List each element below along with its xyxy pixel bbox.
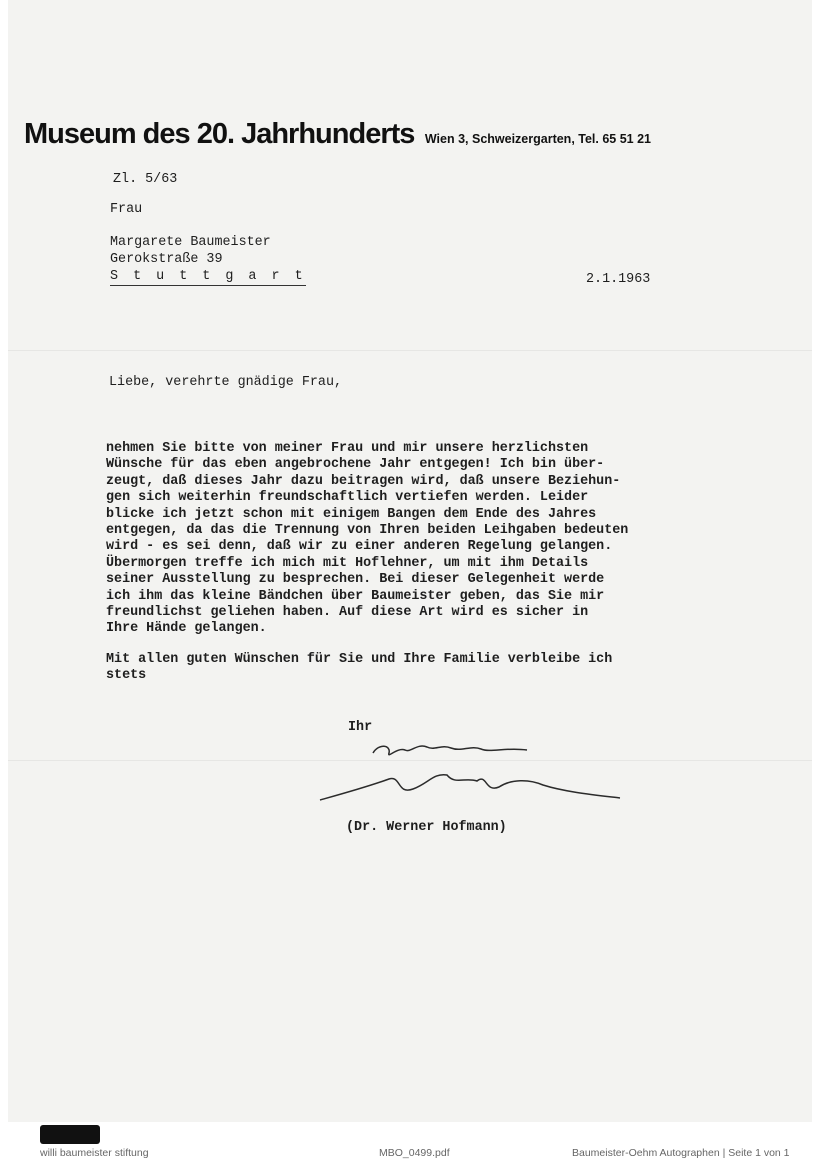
greeting: Liebe, verehrte gnädige Frau, [109,375,343,390]
footer-center: MBO_0499.pdf [379,1147,450,1159]
footer-right: Baumeister-Oehm Autographen | Seite 1 von 1 [572,1147,790,1159]
salutation-title: Frau [110,202,143,217]
body-line: Übermorgen treffe ich mich mit Hoflehner, um mit ihm Details [106,555,589,571]
closing-line: stets [106,668,147,684]
letterhead [24,118,651,151]
body-line: Wünsche für das eben angebrochene Jahr entgegen! Ich bin über- [106,457,605,473]
letter-body [106,441,746,685]
body-line: Ihre Hände gelangen. [106,621,267,637]
recipient-city: S t u t t g a r t [110,269,307,284]
recipient-name: Margarete Baumeister [110,235,271,250]
letter-date: 2.1.1963 [586,272,651,287]
body-line: ich ihm das kleine Bändchen über Baumeister geben, das Sie mir [106,588,605,604]
signer-name: (Dr. Werner Hofmann) [346,820,507,835]
recipient-street: Gerokstraße 39 [110,252,223,267]
cc-license-icon [40,1125,100,1144]
fold-line [8,350,812,351]
body-line: blicke ich jetzt schon mit einigem Bangen dem Ende des Jahres [106,506,597,522]
closing-word: Ihr [348,720,373,735]
body-line: gen sich weiterhin freundschaftlich vertiefen werden. Leider [106,490,589,506]
museum-name: Museum des 20. Jahrhunderts [24,118,415,150]
body-line: entgegen, da das die Trennung von Ihren beiden Leihgaben bedeuten [106,523,629,539]
handwritten-signature [315,735,635,805]
recipient-city-wrap [110,269,306,285]
body-line: zeugt, daß dieses Jahr dazu beitragen wird, daß unsere Beziehun- [106,473,621,489]
museum-address: Wien 3, Schweizergarten, Tel. 65 51 21 [424,132,652,146]
body-line: seiner Ausstellung zu besprechen. Bei dieser Gelegenheit werde [106,572,605,588]
reference-number: Zl. 5/63 [113,172,178,187]
body-line: freundlichst geliehen haben. Auf diese Art wird es sicher in [106,605,589,621]
body-line: nehmen Sie bitte von meiner Frau und mir unsere herzlichsten [106,441,589,456]
body-line: wird - es sei denn, daß wir zu einer anderen Regelung gelangen. [106,539,613,555]
closing-line: Mit allen guten Wünschen für Sie und Ihre Familie verbleibe ich [106,651,613,667]
footer-left: willi baumeister stiftung [40,1147,149,1159]
